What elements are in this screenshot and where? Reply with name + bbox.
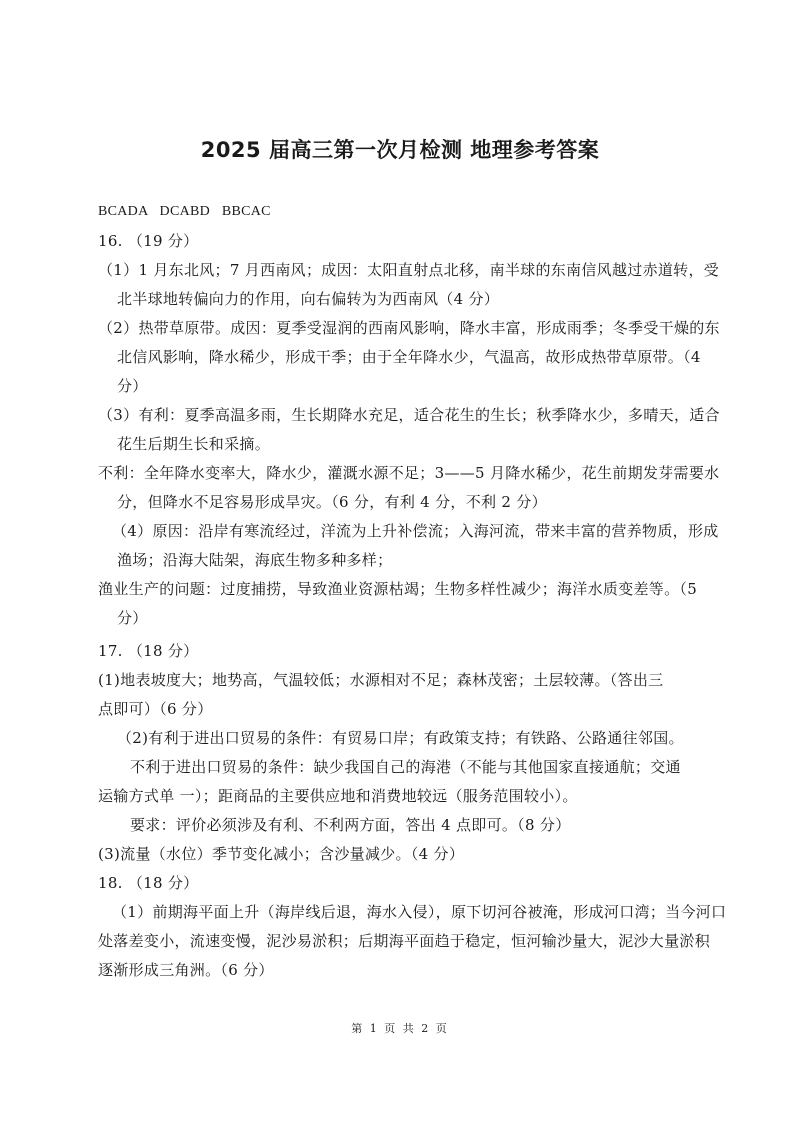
q16-4-line-1: （4）原因：沿岸有寒流经过，洋流为上升补偿流；入海河流，带来丰富的营养物质，形成	[112, 522, 719, 540]
q16-1-line-1: （1）1 月东北风；7 月西南风；成因：太阳直射点北移，南半球的东南信风越过赤道转，受	[98, 261, 720, 279]
q18-1-line-1: （1）前期海平面上升（海岸线后退，海水入侵），原下切河谷被淹，形成河口湾；当今河口	[112, 903, 727, 921]
q17-2-line-1: （2)有利于进出口贸易的条件：有贸易口岸；有政策支持；有铁路、公路通往邻国。	[117, 729, 684, 747]
q17-2-line-4: 要求：评价必须涉及有利、不利两方面，答出 4 点即可。（8 分）	[130, 816, 571, 834]
q17-1-line-1: (1)地表坡度大；地势高，气温较低；水源相对不足；森林茂密；土层较薄。（答出三	[98, 671, 664, 689]
q17-1-line-2: 点即可）（6 分）	[98, 700, 213, 718]
q18-1-line-3: 逐渐形成三角洲。（6 分）	[98, 961, 274, 979]
q16-3-line-3: 不利：全年降水变率大，降水少，灌溉水源不足；3——5 月降水稀少，花生前期发芽需要水	[98, 464, 720, 482]
q16-3-line-2: 花生后期生长和采摘。	[117, 435, 271, 453]
q16-4-line-4: 分）	[117, 609, 148, 627]
q16-2-line-2: 北信风影响，降水稀少，形成干季；由于全年降水少，气温高，故形成热带草原带。（4	[117, 348, 701, 366]
mc-answers: BCADA DCABD BBCAC	[98, 204, 271, 219]
page-footer: 第 1 页 共 2 页	[351, 1022, 449, 1035]
q16-4-line-2: 渔场；沿海大陆架，海底生物多种多样；	[117, 551, 393, 569]
q18-heading: 18. （18 分）	[98, 874, 199, 892]
q16-2-line-1: （2）热带草原带。成因：夏季受湿润的西南风影响，降水丰富，形成雨季；冬季受干燥的东	[98, 319, 720, 337]
q16-4-line-3: 渔业生产的问题：过度捕捞，导致渔业资源枯竭；生物多样性减少；海洋水质变差等。（5	[98, 580, 698, 598]
q17-2-line-3: 运输方式单 一）；距商品的主要供应地和消费地较远（服务范围较小）。	[98, 787, 578, 805]
page-title: 2025 届高三第一次月检测 地理参考答案	[200, 138, 600, 162]
q16-3-line-1: （3）有利：夏季高温多雨，生长期降水充足，适合花生的生长；秋季降水少，多晴天，适合	[98, 406, 720, 424]
q16-3-line-4: 分，但降水不足容易形成旱灾。（6 分，有利 4 分，不利 2 分）	[117, 493, 547, 511]
q18-1-line-2: 处落差变小，流速变慢，泥沙易淤积；后期海平面趋于稳定，恒河输沙量大，泥沙大量淤积	[98, 932, 711, 950]
q16-heading: 16. （19 分）	[98, 232, 199, 250]
q17-heading: 17. （18 分）	[98, 642, 199, 660]
q17-2-line-2: 不利于进出口贸易的条件：缺少我国自己的海港（不能与其他国家直接通航；交通	[130, 758, 681, 776]
q17-3-line-1: (3)流量（水位）季节变化减小；含沙量减少。（4 分）	[98, 845, 465, 863]
q16-2-line-3: 分）	[117, 377, 148, 395]
q16-1-line-2: 北半球地转偏向力的作用，向右偏转为为西南风（4 分）	[117, 290, 500, 308]
